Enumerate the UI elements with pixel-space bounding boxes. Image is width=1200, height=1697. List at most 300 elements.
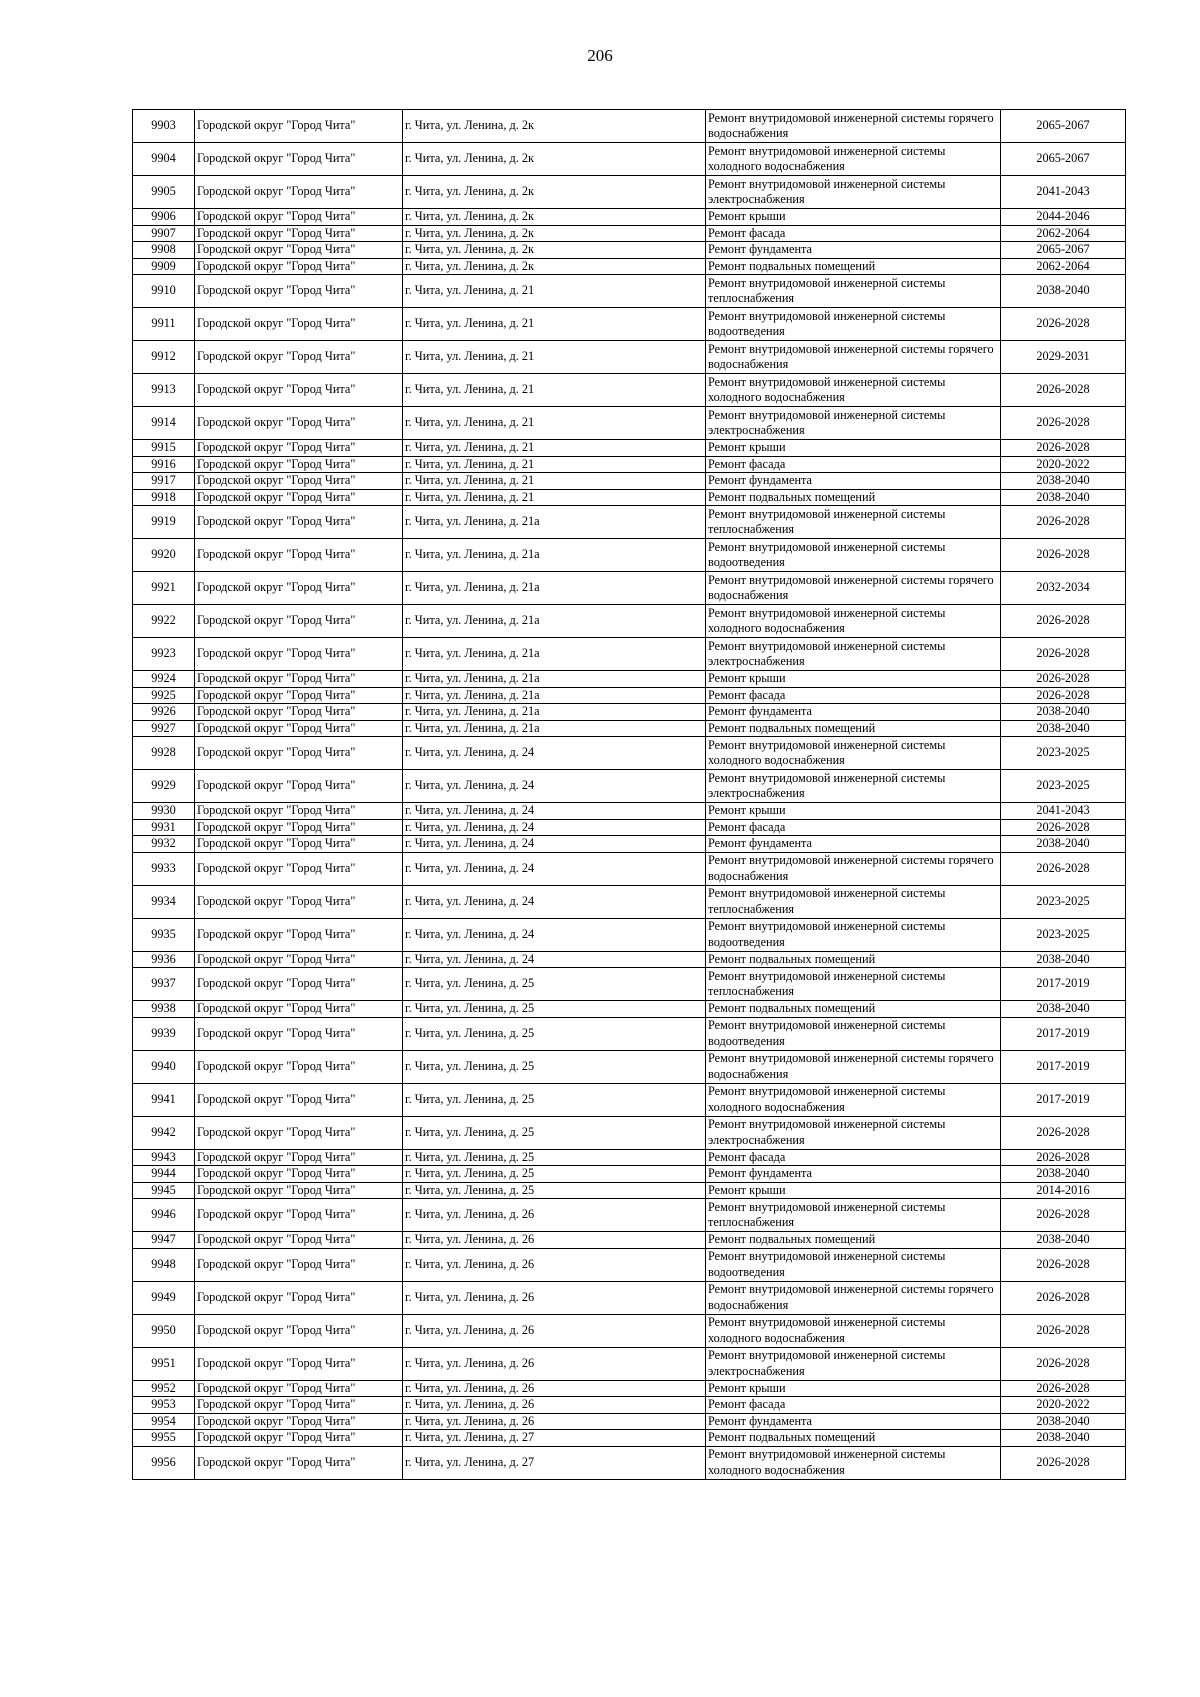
cell-municipality: Городской округ "Город Чита" bbox=[195, 638, 403, 671]
cell-period: 2038-2040 bbox=[1001, 951, 1126, 968]
table-row bbox=[133, 1397, 1126, 1414]
cell-period: 2023-2025 bbox=[1001, 770, 1126, 803]
cell-number: 9908 bbox=[133, 242, 195, 259]
cell-period: 2026-2028 bbox=[1001, 1149, 1126, 1166]
table-row bbox=[133, 704, 1126, 721]
cell-period: 2026-2028 bbox=[1001, 605, 1126, 638]
cell-number: 9925 bbox=[133, 687, 195, 704]
cell-work-type: Ремонт внутридомовой инженерной системы водоотведения bbox=[706, 1248, 1001, 1281]
cell-address: г. Чита, ул. Ленина, д. 2к bbox=[403, 176, 706, 209]
cell-period: 2026-2028 bbox=[1001, 1314, 1126, 1347]
table-row bbox=[133, 638, 1126, 671]
cell-address: г. Чита, ул. Ленина, д. 26 bbox=[403, 1380, 706, 1397]
page-number: 206 bbox=[587, 46, 613, 65]
cell-municipality: Городской округ "Город Чита" bbox=[195, 1446, 403, 1479]
cell-municipality: Городской округ "Город Чита" bbox=[195, 704, 403, 721]
cell-number: 9924 bbox=[133, 671, 195, 688]
cell-number: 9926 bbox=[133, 704, 195, 721]
table-row bbox=[133, 671, 1126, 688]
cell-work-type: Ремонт фундамента bbox=[706, 473, 1001, 490]
table-row bbox=[133, 572, 1126, 605]
table-row bbox=[133, 720, 1126, 737]
cell-address: г. Чита, ул. Ленина, д. 21а bbox=[403, 572, 706, 605]
cell-work-type: Ремонт фундамента bbox=[706, 1413, 1001, 1430]
cell-address: г. Чита, ул. Ленина, д. 2к bbox=[403, 225, 706, 242]
cell-address: г. Чита, ул. Ленина, д. 21а bbox=[403, 539, 706, 572]
cell-municipality: Городской округ "Город Чита" bbox=[195, 671, 403, 688]
cell-address: г. Чита, ул. Ленина, д. 21а bbox=[403, 506, 706, 539]
cell-municipality: Городской округ "Город Чита" bbox=[195, 819, 403, 836]
cell-work-type: Ремонт подвальных помещений bbox=[706, 489, 1001, 506]
cell-address: г. Чита, ул. Ленина, д. 26 bbox=[403, 1314, 706, 1347]
cell-work-type: Ремонт крыши bbox=[706, 1182, 1001, 1199]
table-row bbox=[133, 1281, 1126, 1314]
cell-number: 9954 bbox=[133, 1413, 195, 1430]
cell-period: 2017-2019 bbox=[1001, 968, 1126, 1001]
cell-address: г. Чита, ул. Ленина, д. 21а bbox=[403, 638, 706, 671]
cell-municipality: Городской округ "Город Чита" bbox=[195, 720, 403, 737]
cell-municipality: Городской округ "Город Чита" bbox=[195, 1166, 403, 1183]
cell-address: г. Чита, ул. Ленина, д. 21 bbox=[403, 473, 706, 490]
cell-municipality: Городской округ "Город Чита" bbox=[195, 275, 403, 308]
cell-municipality: Городской округ "Город Чита" bbox=[195, 1347, 403, 1380]
cell-municipality: Городской округ "Город Чита" bbox=[195, 473, 403, 490]
cell-work-type: Ремонт внутридомовой инженерной системы горячего водоснабжения bbox=[706, 341, 1001, 374]
cell-period: 2014-2016 bbox=[1001, 1182, 1126, 1199]
cell-period: 2041-2043 bbox=[1001, 803, 1126, 820]
cell-address: г. Чита, ул. Ленина, д. 26 bbox=[403, 1248, 706, 1281]
cell-number: 9932 bbox=[133, 836, 195, 853]
cell-municipality: Городской округ "Город Чита" bbox=[195, 176, 403, 209]
cell-number: 9918 bbox=[133, 489, 195, 506]
cell-period: 2038-2040 bbox=[1001, 836, 1126, 853]
table-row bbox=[133, 341, 1126, 374]
cell-address: г. Чита, ул. Ленина, д. 24 bbox=[403, 852, 706, 885]
table-row bbox=[133, 1446, 1126, 1479]
cell-work-type: Ремонт внутридомовой инженерной системы электроснабжения bbox=[706, 407, 1001, 440]
cell-work-type: Ремонт фасада bbox=[706, 456, 1001, 473]
cell-period: 2017-2019 bbox=[1001, 1017, 1126, 1050]
table-row bbox=[133, 1116, 1126, 1149]
cell-municipality: Городской округ "Город Чита" bbox=[195, 506, 403, 539]
cell-number: 9943 bbox=[133, 1149, 195, 1166]
cell-number: 9913 bbox=[133, 374, 195, 407]
cell-work-type: Ремонт внутридомовой инженерной системы горячего водоснабжения bbox=[706, 572, 1001, 605]
cell-number: 9907 bbox=[133, 225, 195, 242]
cell-municipality: Городской округ "Город Чита" bbox=[195, 852, 403, 885]
cell-number: 9953 bbox=[133, 1397, 195, 1414]
table-row bbox=[133, 803, 1126, 820]
cell-period: 2017-2019 bbox=[1001, 1083, 1126, 1116]
cell-work-type: Ремонт внутридомовой инженерной системы горячего водоснабжения bbox=[706, 1281, 1001, 1314]
cell-number: 9915 bbox=[133, 440, 195, 457]
cell-work-type: Ремонт внутридомовой инженерной системы электроснабжения bbox=[706, 1347, 1001, 1380]
table-row bbox=[133, 770, 1126, 803]
cell-address: г. Чита, ул. Ленина, д. 25 bbox=[403, 1017, 706, 1050]
cell-period: 2038-2040 bbox=[1001, 473, 1126, 490]
cell-address: г. Чита, ул. Ленина, д. 21а bbox=[403, 687, 706, 704]
cell-address: г. Чита, ул. Ленина, д. 24 bbox=[403, 770, 706, 803]
cell-address: г. Чита, ул. Ленина, д. 21а bbox=[403, 720, 706, 737]
cell-municipality: Городской округ "Город Чита" bbox=[195, 605, 403, 638]
cell-work-type: Ремонт внутридомовой инженерной системы холодного водоснабжения bbox=[706, 737, 1001, 770]
cell-municipality: Городской округ "Город Чита" bbox=[195, 1017, 403, 1050]
cell-address: г. Чита, ул. Ленина, д. 21а bbox=[403, 671, 706, 688]
cell-municipality: Городской округ "Город Чита" bbox=[195, 258, 403, 275]
cell-work-type: Ремонт фундамента bbox=[706, 1166, 1001, 1183]
cell-number: 9944 bbox=[133, 1166, 195, 1183]
cell-work-type: Ремонт внутридомовой инженерной системы электроснабжения bbox=[706, 770, 1001, 803]
cell-municipality: Городской округ "Город Чита" bbox=[195, 836, 403, 853]
cell-number: 9940 bbox=[133, 1050, 195, 1083]
cell-municipality: Городской округ "Город Чита" bbox=[195, 242, 403, 259]
cell-municipality: Городской округ "Город Чита" bbox=[195, 1050, 403, 1083]
cell-address: г. Чита, ул. Ленина, д. 26 bbox=[403, 1199, 706, 1232]
cell-period: 2038-2040 bbox=[1001, 275, 1126, 308]
table-body bbox=[133, 110, 1126, 1480]
cell-address: г. Чита, ул. Ленина, д. 2к bbox=[403, 258, 706, 275]
cell-period: 2044-2046 bbox=[1001, 209, 1126, 226]
cell-work-type: Ремонт внутридомовой инженерной системы теплоснабжения bbox=[706, 968, 1001, 1001]
cell-municipality: Городской округ "Город Чита" bbox=[195, 1413, 403, 1430]
cell-number: 9937 bbox=[133, 968, 195, 1001]
cell-work-type: Ремонт внутридомовой инженерной системы горячего водоснабжения bbox=[706, 852, 1001, 885]
cell-period: 2029-2031 bbox=[1001, 341, 1126, 374]
cell-number: 9923 bbox=[133, 638, 195, 671]
cell-period: 2026-2028 bbox=[1001, 819, 1126, 836]
table-row bbox=[133, 308, 1126, 341]
cell-number: 9928 bbox=[133, 737, 195, 770]
cell-work-type: Ремонт крыши bbox=[706, 671, 1001, 688]
cell-address: г. Чита, ул. Ленина, д. 25 bbox=[403, 1001, 706, 1018]
cell-municipality: Городской округ "Город Чита" bbox=[195, 1248, 403, 1281]
cell-period: 2023-2025 bbox=[1001, 918, 1126, 951]
cell-period: 2038-2040 bbox=[1001, 704, 1126, 721]
cell-number: 9945 bbox=[133, 1182, 195, 1199]
cell-municipality: Городской округ "Город Чита" bbox=[195, 770, 403, 803]
cell-address: г. Чита, ул. Ленина, д. 25 bbox=[403, 1083, 706, 1116]
cell-period: 2026-2028 bbox=[1001, 1116, 1126, 1149]
cell-work-type: Ремонт подвальных помещений bbox=[706, 1232, 1001, 1249]
cell-address: г. Чита, ул. Ленина, д. 21 bbox=[403, 489, 706, 506]
cell-period: 2062-2064 bbox=[1001, 258, 1126, 275]
table-row bbox=[133, 1413, 1126, 1430]
table-row bbox=[133, 1314, 1126, 1347]
cell-period: 2065-2067 bbox=[1001, 242, 1126, 259]
cell-work-type: Ремонт фасада bbox=[706, 819, 1001, 836]
table-row bbox=[133, 951, 1126, 968]
cell-municipality: Городской округ "Город Чита" bbox=[195, 1314, 403, 1347]
table-row bbox=[133, 506, 1126, 539]
cell-municipality: Городской округ "Город Чита" bbox=[195, 1083, 403, 1116]
cell-work-type: Ремонт внутридомовой инженерной системы электроснабжения bbox=[706, 1116, 1001, 1149]
cell-address: г. Чита, ул. Ленина, д. 21 bbox=[403, 440, 706, 457]
cell-period: 2065-2067 bbox=[1001, 143, 1126, 176]
cell-number: 9929 bbox=[133, 770, 195, 803]
cell-municipality: Городской округ "Город Чита" bbox=[195, 407, 403, 440]
cell-work-type: Ремонт фасада bbox=[706, 1397, 1001, 1414]
cell-number: 9930 bbox=[133, 803, 195, 820]
cell-municipality: Городской округ "Город Чита" bbox=[195, 440, 403, 457]
cell-period: 2038-2040 bbox=[1001, 1413, 1126, 1430]
cell-address: г. Чита, ул. Ленина, д. 24 bbox=[403, 918, 706, 951]
table-row bbox=[133, 1017, 1126, 1050]
cell-address: г. Чита, ул. Ленина, д. 2к bbox=[403, 143, 706, 176]
cell-address: г. Чита, ул. Ленина, д. 25 bbox=[403, 968, 706, 1001]
cell-number: 9950 bbox=[133, 1314, 195, 1347]
cell-municipality: Городской округ "Город Чита" bbox=[195, 737, 403, 770]
cell-municipality: Городской округ "Город Чита" bbox=[195, 308, 403, 341]
cell-work-type: Ремонт внутридомовой инженерной системы холодного водоснабжения bbox=[706, 1083, 1001, 1116]
cell-work-type: Ремонт фундамента bbox=[706, 704, 1001, 721]
cell-work-type: Ремонт внутридомовой инженерной системы водоотведения bbox=[706, 308, 1001, 341]
cell-period: 2026-2028 bbox=[1001, 1199, 1126, 1232]
cell-work-type: Ремонт внутридомовой инженерной системы холодного водоснабжения bbox=[706, 605, 1001, 638]
cell-number: 9951 bbox=[133, 1347, 195, 1380]
cell-municipality: Городской округ "Город Чита" bbox=[195, 143, 403, 176]
table-row bbox=[133, 885, 1126, 918]
cell-municipality: Городской округ "Город Чита" bbox=[195, 1281, 403, 1314]
cell-number: 9939 bbox=[133, 1017, 195, 1050]
cell-number: 9942 bbox=[133, 1116, 195, 1149]
cell-period: 2032-2034 bbox=[1001, 572, 1126, 605]
cell-municipality: Городской округ "Город Чита" bbox=[195, 1149, 403, 1166]
cell-period: 2026-2028 bbox=[1001, 308, 1126, 341]
cell-municipality: Городской округ "Город Чита" bbox=[195, 225, 403, 242]
cell-address: г. Чита, ул. Ленина, д. 25 bbox=[403, 1166, 706, 1183]
table-row bbox=[133, 473, 1126, 490]
cell-address: г. Чита, ул. Ленина, д. 25 bbox=[403, 1050, 706, 1083]
cell-period: 2038-2040 bbox=[1001, 1430, 1126, 1447]
cell-number: 9947 bbox=[133, 1232, 195, 1249]
cell-number: 9905 bbox=[133, 176, 195, 209]
cell-period: 2065-2067 bbox=[1001, 110, 1126, 143]
table-row bbox=[133, 968, 1126, 1001]
cell-municipality: Городской округ "Город Чита" bbox=[195, 489, 403, 506]
cell-address: г. Чита, ул. Ленина, д. 21а bbox=[403, 704, 706, 721]
cell-period: 2026-2028 bbox=[1001, 407, 1126, 440]
cell-work-type: Ремонт подвальных помещений bbox=[706, 951, 1001, 968]
cell-work-type: Ремонт подвальных помещений bbox=[706, 1001, 1001, 1018]
table-row bbox=[133, 737, 1126, 770]
cell-address: г. Чита, ул. Ленина, д. 21 bbox=[403, 374, 706, 407]
cell-address: г. Чита, ул. Ленина, д. 25 bbox=[403, 1116, 706, 1149]
cell-address: г. Чита, ул. Ленина, д. 21 bbox=[403, 456, 706, 473]
table-row bbox=[133, 143, 1126, 176]
cell-address: г. Чита, ул. Ленина, д. 25 bbox=[403, 1182, 706, 1199]
table-row bbox=[133, 407, 1126, 440]
table-row bbox=[133, 852, 1126, 885]
cell-work-type: Ремонт внутридомовой инженерной системы холодного водоснабжения bbox=[706, 1314, 1001, 1347]
cell-work-type: Ремонт внутридомовой инженерной системы водоотведения bbox=[706, 539, 1001, 572]
table-row bbox=[133, 258, 1126, 275]
cell-number: 9922 bbox=[133, 605, 195, 638]
cell-number: 9912 bbox=[133, 341, 195, 374]
cell-number: 9955 bbox=[133, 1430, 195, 1447]
cell-municipality: Городской округ "Город Чита" bbox=[195, 1380, 403, 1397]
cell-work-type: Ремонт внутридомовой инженерной системы электроснабжения bbox=[706, 176, 1001, 209]
cell-address: г. Чита, ул. Ленина, д. 24 bbox=[403, 951, 706, 968]
cell-address: г. Чита, ул. Ленина, д. 21 bbox=[403, 341, 706, 374]
cell-work-type: Ремонт внутридомовой инженерной системы теплоснабжения bbox=[706, 275, 1001, 308]
cell-municipality: Городской округ "Город Чита" bbox=[195, 110, 403, 143]
cell-number: 9936 bbox=[133, 951, 195, 968]
cell-municipality: Городской округ "Город Чита" bbox=[195, 968, 403, 1001]
cell-work-type: Ремонт фундамента bbox=[706, 242, 1001, 259]
cell-address: г. Чита, ул. Ленина, д. 2к bbox=[403, 209, 706, 226]
cell-number: 9909 bbox=[133, 258, 195, 275]
table-row bbox=[133, 209, 1126, 226]
repair-schedule-table bbox=[132, 109, 1126, 1480]
cell-period: 2017-2019 bbox=[1001, 1050, 1126, 1083]
cell-number: 9931 bbox=[133, 819, 195, 836]
cell-municipality: Городской округ "Город Чита" bbox=[195, 1199, 403, 1232]
table-row bbox=[133, 110, 1126, 143]
table-row bbox=[133, 275, 1126, 308]
cell-period: 2038-2040 bbox=[1001, 1001, 1126, 1018]
cell-work-type: Ремонт фасада bbox=[706, 1149, 1001, 1166]
cell-number: 9941 bbox=[133, 1083, 195, 1116]
cell-work-type: Ремонт внутридомовой инженерной системы водоотведения bbox=[706, 1017, 1001, 1050]
cell-municipality: Городской округ "Город Чита" bbox=[195, 572, 403, 605]
cell-number: 9927 bbox=[133, 720, 195, 737]
cell-municipality: Городской округ "Город Чита" bbox=[195, 1397, 403, 1414]
cell-address: г. Чита, ул. Ленина, д. 2к bbox=[403, 242, 706, 259]
cell-period: 2023-2025 bbox=[1001, 885, 1126, 918]
cell-number: 9906 bbox=[133, 209, 195, 226]
cell-number: 9946 bbox=[133, 1199, 195, 1232]
table-row bbox=[133, 819, 1126, 836]
cell-number: 9952 bbox=[133, 1380, 195, 1397]
cell-address: г. Чита, ул. Ленина, д. 21 bbox=[403, 275, 706, 308]
cell-address: г. Чита, ул. Ленина, д. 26 bbox=[403, 1347, 706, 1380]
cell-period: 2026-2028 bbox=[1001, 852, 1126, 885]
cell-number: 9910 bbox=[133, 275, 195, 308]
cell-number: 9914 bbox=[133, 407, 195, 440]
cell-address: г. Чита, ул. Ленина, д. 27 bbox=[403, 1430, 706, 1447]
cell-address: г. Чита, ул. Ленина, д. 26 bbox=[403, 1413, 706, 1430]
cell-period: 2062-2064 bbox=[1001, 225, 1126, 242]
cell-number: 9904 bbox=[133, 143, 195, 176]
table-row bbox=[133, 456, 1126, 473]
table-row bbox=[133, 1001, 1126, 1018]
cell-work-type: Ремонт фундамента bbox=[706, 836, 1001, 853]
cell-municipality: Городской округ "Город Чита" bbox=[195, 374, 403, 407]
cell-work-type: Ремонт подвальных помещений bbox=[706, 1430, 1001, 1447]
cell-period: 2026-2028 bbox=[1001, 638, 1126, 671]
cell-address: г. Чита, ул. Ленина, д. 24 bbox=[403, 737, 706, 770]
cell-number: 9919 bbox=[133, 506, 195, 539]
cell-address: г. Чита, ул. Ленина, д. 26 bbox=[403, 1397, 706, 1414]
cell-period: 2038-2040 bbox=[1001, 489, 1126, 506]
table-row bbox=[133, 1380, 1126, 1397]
table-row bbox=[133, 1083, 1126, 1116]
cell-municipality: Городской округ "Город Чита" bbox=[195, 1001, 403, 1018]
cell-address: г. Чита, ул. Ленина, д. 24 bbox=[403, 885, 706, 918]
table-row bbox=[133, 242, 1126, 259]
cell-number: 9917 bbox=[133, 473, 195, 490]
table-row bbox=[133, 836, 1126, 853]
table-row bbox=[133, 605, 1126, 638]
table-row bbox=[133, 374, 1126, 407]
cell-period: 2026-2028 bbox=[1001, 1281, 1126, 1314]
cell-municipality: Городской округ "Город Чита" bbox=[195, 687, 403, 704]
cell-period: 2026-2028 bbox=[1001, 1347, 1126, 1380]
cell-work-type: Ремонт внутридомовой инженерной системы водоотведения bbox=[706, 918, 1001, 951]
cell-municipality: Городской округ "Город Чита" bbox=[195, 209, 403, 226]
cell-address: г. Чита, ул. Ленина, д. 21 bbox=[403, 308, 706, 341]
cell-number: 9948 bbox=[133, 1248, 195, 1281]
table-row bbox=[133, 1232, 1126, 1249]
cell-municipality: Городской округ "Город Чита" bbox=[195, 1116, 403, 1149]
cell-number: 9933 bbox=[133, 852, 195, 885]
table-row bbox=[133, 1347, 1126, 1380]
cell-work-type: Ремонт внутридомовой инженерной системы теплоснабжения bbox=[706, 885, 1001, 918]
cell-number: 9949 bbox=[133, 1281, 195, 1314]
cell-period: 2023-2025 bbox=[1001, 737, 1126, 770]
cell-number: 9920 bbox=[133, 539, 195, 572]
cell-work-type: Ремонт внутридомовой инженерной системы теплоснабжения bbox=[706, 506, 1001, 539]
cell-work-type: Ремонт крыши bbox=[706, 440, 1001, 457]
cell-work-type: Ремонт внутридомовой инженерной системы холодного водоснабжения bbox=[706, 1446, 1001, 1479]
cell-period: 2038-2040 bbox=[1001, 1232, 1126, 1249]
cell-address: г. Чита, ул. Ленина, д. 24 bbox=[403, 819, 706, 836]
table-row bbox=[133, 176, 1126, 209]
cell-work-type: Ремонт внутридомовой инженерной системы электроснабжения bbox=[706, 638, 1001, 671]
cell-number: 9938 bbox=[133, 1001, 195, 1018]
cell-period: 2026-2028 bbox=[1001, 1380, 1126, 1397]
table-row bbox=[133, 1199, 1126, 1232]
cell-number: 9916 bbox=[133, 456, 195, 473]
cell-municipality: Городской округ "Город Чита" bbox=[195, 1182, 403, 1199]
cell-work-type: Ремонт фасада bbox=[706, 687, 1001, 704]
cell-address: г. Чита, ул. Ленина, д. 24 bbox=[403, 836, 706, 853]
cell-period: 2026-2028 bbox=[1001, 1248, 1126, 1281]
table-row bbox=[133, 1248, 1126, 1281]
cell-work-type: Ремонт фасада bbox=[706, 225, 1001, 242]
cell-municipality: Городской округ "Город Чита" bbox=[195, 1430, 403, 1447]
cell-address: г. Чита, ул. Ленина, д. 25 bbox=[403, 1149, 706, 1166]
cell-municipality: Городской округ "Город Чита" bbox=[195, 456, 403, 473]
cell-number: 9911 bbox=[133, 308, 195, 341]
cell-period: 2026-2028 bbox=[1001, 374, 1126, 407]
cell-work-type: Ремонт внутридомовой инженерной системы горячего водоснабжения bbox=[706, 110, 1001, 143]
cell-work-type: Ремонт внутридомовой инженерной системы холодного водоснабжения bbox=[706, 374, 1001, 407]
cell-period: 2041-2043 bbox=[1001, 176, 1126, 209]
cell-work-type: Ремонт крыши bbox=[706, 803, 1001, 820]
cell-work-type: Ремонт внутридомовой инженерной системы холодного водоснабжения bbox=[706, 143, 1001, 176]
cell-municipality: Городской округ "Город Чита" bbox=[195, 1232, 403, 1249]
cell-period: 2026-2028 bbox=[1001, 506, 1126, 539]
cell-period: 2020-2022 bbox=[1001, 1397, 1126, 1414]
table-row bbox=[133, 539, 1126, 572]
cell-period: 2026-2028 bbox=[1001, 687, 1126, 704]
cell-number: 9956 bbox=[133, 1446, 195, 1479]
cell-period: 2026-2028 bbox=[1001, 440, 1126, 457]
cell-municipality: Городской округ "Город Чита" bbox=[195, 951, 403, 968]
table-row bbox=[133, 1182, 1126, 1199]
cell-address: г. Чита, ул. Ленина, д. 21 bbox=[403, 407, 706, 440]
cell-period: 2038-2040 bbox=[1001, 720, 1126, 737]
table-row bbox=[133, 1149, 1126, 1166]
cell-work-type: Ремонт крыши bbox=[706, 209, 1001, 226]
table-row bbox=[133, 1166, 1126, 1183]
table-row bbox=[133, 440, 1126, 457]
cell-period: 2026-2028 bbox=[1001, 1446, 1126, 1479]
cell-municipality: Городской округ "Город Чита" bbox=[195, 341, 403, 374]
cell-period: 2038-2040 bbox=[1001, 1166, 1126, 1183]
table-row bbox=[133, 489, 1126, 506]
